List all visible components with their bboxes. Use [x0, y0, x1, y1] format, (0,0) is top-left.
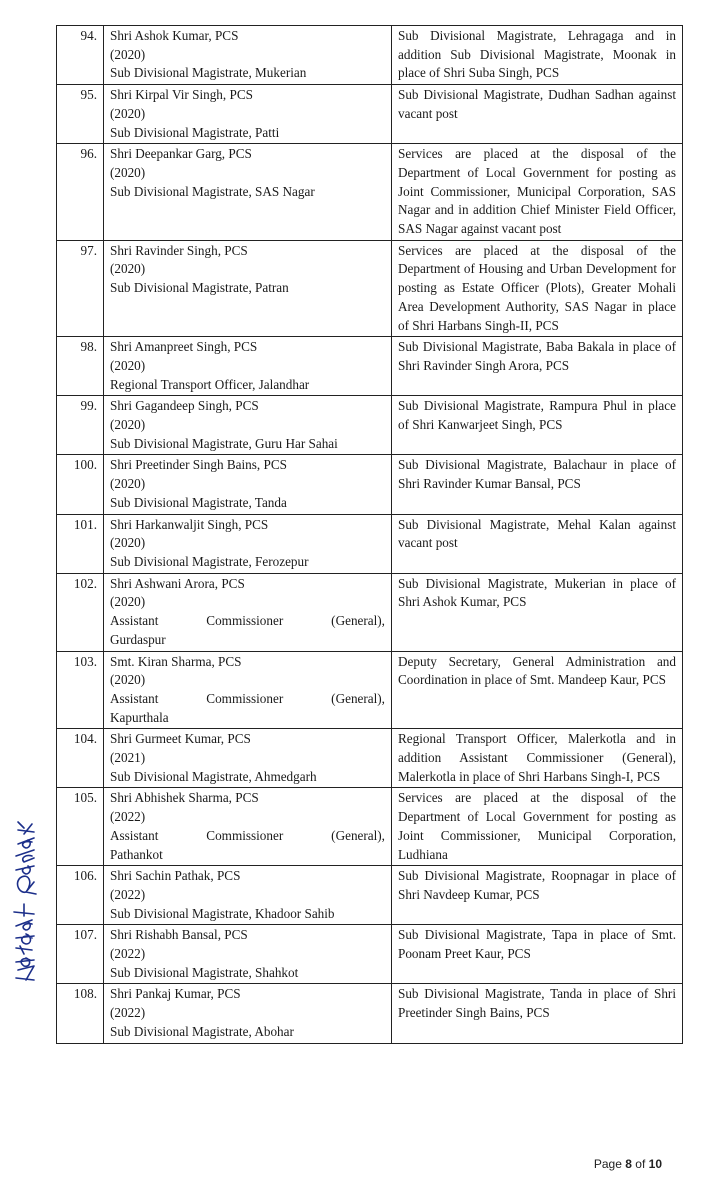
officer-name: Shri Amanpreet Singh, PCS [110, 339, 258, 355]
serial-number: 101. [57, 514, 104, 573]
batch-year: (2020) [110, 417, 146, 433]
officer-details [104, 337, 392, 396]
current-posting: Sub Divisional Magistrate, Ahmedgarh [110, 768, 317, 784]
officer-details [104, 866, 392, 925]
serial-number: 94. [57, 26, 104, 85]
officer-details [104, 788, 392, 866]
batch-year: (2022) [110, 886, 146, 902]
word: Commissioner [206, 613, 284, 629]
current-posting: Sub Divisional Magistrate, SAS Nagar [110, 183, 315, 199]
current-posting-line [110, 827, 385, 846]
handwritten-signature [4, 820, 48, 990]
serial-number: 103. [57, 651, 104, 729]
serial-number: 108. [57, 984, 104, 1043]
officer-details [104, 396, 392, 455]
current-posting: Sub Divisional Magistrate, Tanda [110, 494, 287, 510]
officer-name: Shri Kirpal Vir Singh, PCS [110, 87, 253, 103]
current-posting: Sub Divisional Magistrate, Mukerian [110, 65, 307, 81]
batch-year: (2020) [110, 261, 146, 277]
page-label: Page [593, 1157, 622, 1171]
officer-details [104, 573, 392, 651]
batch-year: (2020) [110, 594, 146, 610]
page-of-label: of [635, 1157, 646, 1171]
current-posting: Sub Divisional Magistrate, Guru Har Sahai [110, 435, 338, 451]
serial-number: 100. [57, 455, 104, 514]
current-posting-line [110, 612, 385, 631]
table-row [57, 144, 683, 241]
officer-name: Shri Pankaj Kumar, PCS [110, 986, 241, 1002]
batch-year: (2020) [110, 672, 146, 688]
table-body [57, 26, 683, 1044]
table-row [57, 573, 683, 651]
word: Commissioner [206, 827, 284, 843]
word: Assistant [110, 613, 159, 629]
officer-details [104, 514, 392, 573]
officer-details [104, 651, 392, 729]
serial-number: 95. [57, 85, 104, 144]
current-posting: Sub Divisional Magistrate, Ferozepur [110, 553, 309, 569]
current-posting: Sub Divisional Magistrate, Shahkot [110, 964, 299, 980]
new-posting: Sub Divisional Magistrate, Tanda in place of Shri Preetinder Singh Bains, PCS [392, 984, 683, 1043]
current-posting-district: Pathankot [110, 846, 163, 862]
word: (General), [331, 827, 385, 843]
officer-details [104, 144, 392, 241]
new-posting: Sub Divisional Magistrate, Tapa in place of Smt. Poonam Preet Kaur, PCS [392, 925, 683, 984]
word: (General), [331, 613, 385, 629]
batch-year: (2020) [110, 535, 146, 551]
current-posting [110, 690, 385, 727]
batch-year: (2022) [110, 1005, 146, 1021]
current-posting: Sub Divisional Magistrate, Patti [110, 124, 280, 140]
officer-name: Shri Deepankar Garg, PCS [110, 146, 252, 162]
current-posting-district: Kapurthala [110, 709, 169, 725]
new-posting: Services are placed at the disposal of the Department of Housing and Urban Development for posting as Estate Officer (Plots), Greater Mohali Area Development Authority, SAS Nagar in place of Shri Harbans Singh-II, PCS [392, 240, 683, 337]
new-posting: Sub Divisional Magistrate, Lehragaga and in addition Sub Divisional Magistrate, Moonak in place of Shri Suba Singh, PCS [392, 26, 683, 85]
serial-number: 96. [57, 144, 104, 241]
table-row [57, 85, 683, 144]
serial-number: 98. [57, 337, 104, 396]
current-posting: Sub Divisional Magistrate, Khadoor Sahib [110, 905, 335, 921]
new-posting: Services are placed at the disposal of the Department of Local Government for posting as Joint Commissioner, Municipal Corporation, SAS Nagar and in addition Chief Minister Field Officer, SAS Nagar against vacant post [392, 144, 683, 241]
officer-name: Shri Ashok Kumar, PCS [110, 28, 239, 43]
batch-year: (2020) [110, 105, 146, 121]
new-posting: Deputy Secretary, General Administration and Coordination in place of Smt. Mandeep Kaur, PCS [392, 651, 683, 729]
officer-details [104, 729, 392, 788]
table-row [57, 866, 683, 925]
officer-details [104, 26, 392, 85]
new-posting: Sub Divisional Magistrate, Balachaur in place of Shri Ravinder Kumar Bansal, PCS [392, 455, 683, 514]
current-posting: Sub Divisional Magistrate, Abohar [110, 1023, 294, 1039]
table-row [57, 984, 683, 1043]
table-row [57, 925, 683, 984]
current-posting: Sub Divisional Magistrate, Patran [110, 280, 289, 296]
table-row [57, 396, 683, 455]
batch-year: (2021) [110, 750, 146, 766]
officer-name: Shri Rishabh Bansal, PCS [110, 927, 248, 943]
page-current: 8 [625, 1157, 632, 1171]
batch-year: (2020) [110, 476, 146, 492]
batch-year: (2020) [110, 357, 146, 373]
serial-number: 102. [57, 573, 104, 651]
table-row [57, 651, 683, 729]
serial-number: 107. [57, 925, 104, 984]
officer-name: Shri Sachin Pathak, PCS [110, 868, 241, 884]
batch-year: (2022) [110, 946, 146, 962]
officer-details [104, 240, 392, 337]
current-posting [110, 827, 385, 864]
batch-year: (2022) [110, 809, 146, 825]
table-row [57, 337, 683, 396]
new-posting: Sub Divisional Magistrate, Rampura Phul in place of Shri Kanwarjeet Singh, PCS [392, 396, 683, 455]
officer-name: Shri Harkanwaljit Singh, PCS [110, 516, 269, 532]
officer-name: Smt. Kiran Sharma, PCS [110, 653, 242, 669]
word: Assistant [110, 690, 159, 706]
serial-number: 99. [57, 396, 104, 455]
table-row [57, 788, 683, 866]
word: (General), [331, 690, 385, 706]
batch-year: (2020) [110, 164, 146, 180]
serial-number: 97. [57, 240, 104, 337]
officer-details [104, 925, 392, 984]
officer-name: Shri Gurmeet Kumar, PCS [110, 731, 251, 747]
new-posting: Services are placed at the disposal of the Department of Local Government for posting as Joint Commissioner, Municipal Corporation, Ludhiana [392, 788, 683, 866]
officer-name: Shri Gagandeep Singh, PCS [110, 398, 259, 414]
new-posting: Regional Transport Officer, Malerkotla and in addition Assistant Commissioner (General), Malerkotla in place of Shri Harbans Singh-I, PCS [392, 729, 683, 788]
serial-number: 106. [57, 866, 104, 925]
current-posting [110, 612, 385, 649]
officer-details [104, 455, 392, 514]
new-posting: Sub Divisional Magistrate, Baba Bakala in place of Shri Ravinder Singh Arora, PCS [392, 337, 683, 396]
officer-name: Shri Ravinder Singh, PCS [110, 242, 248, 258]
new-posting: Sub Divisional Magistrate, Dudhan Sadhan against vacant post [392, 85, 683, 144]
table-row [57, 514, 683, 573]
page-number [594, 1157, 662, 1171]
table-row [57, 26, 683, 85]
officer-name: Shri Ashwani Arora, PCS [110, 575, 245, 591]
transfer-order-table [56, 25, 683, 1044]
current-posting-line [110, 690, 385, 709]
officer-details [104, 984, 392, 1043]
word: Assistant [110, 827, 159, 843]
officer-name: Shri Preetinder Singh Bains, PCS [110, 457, 287, 473]
page-total: 10 [648, 1157, 662, 1171]
serial-number: 105. [57, 788, 104, 866]
table-row [57, 729, 683, 788]
serial-number: 104. [57, 729, 104, 788]
new-posting: Sub Divisional Magistrate, Roopnagar in place of Shri Navdeep Kumar, PCS [392, 866, 683, 925]
table-row [57, 240, 683, 337]
current-posting-district: Gurdaspur [110, 631, 166, 647]
officer-details [104, 85, 392, 144]
officer-name: Shri Abhishek Sharma, PCS [110, 790, 259, 806]
word: Commissioner [206, 690, 284, 706]
batch-year: (2020) [110, 46, 146, 62]
new-posting: Sub Divisional Magistrate, Mehal Kalan against vacant post [392, 514, 683, 573]
new-posting: Sub Divisional Magistrate, Mukerian in place of Shri Ashok Kumar, PCS [392, 573, 683, 651]
table-row [57, 455, 683, 514]
current-posting: Regional Transport Officer, Jalandhar [110, 376, 310, 392]
